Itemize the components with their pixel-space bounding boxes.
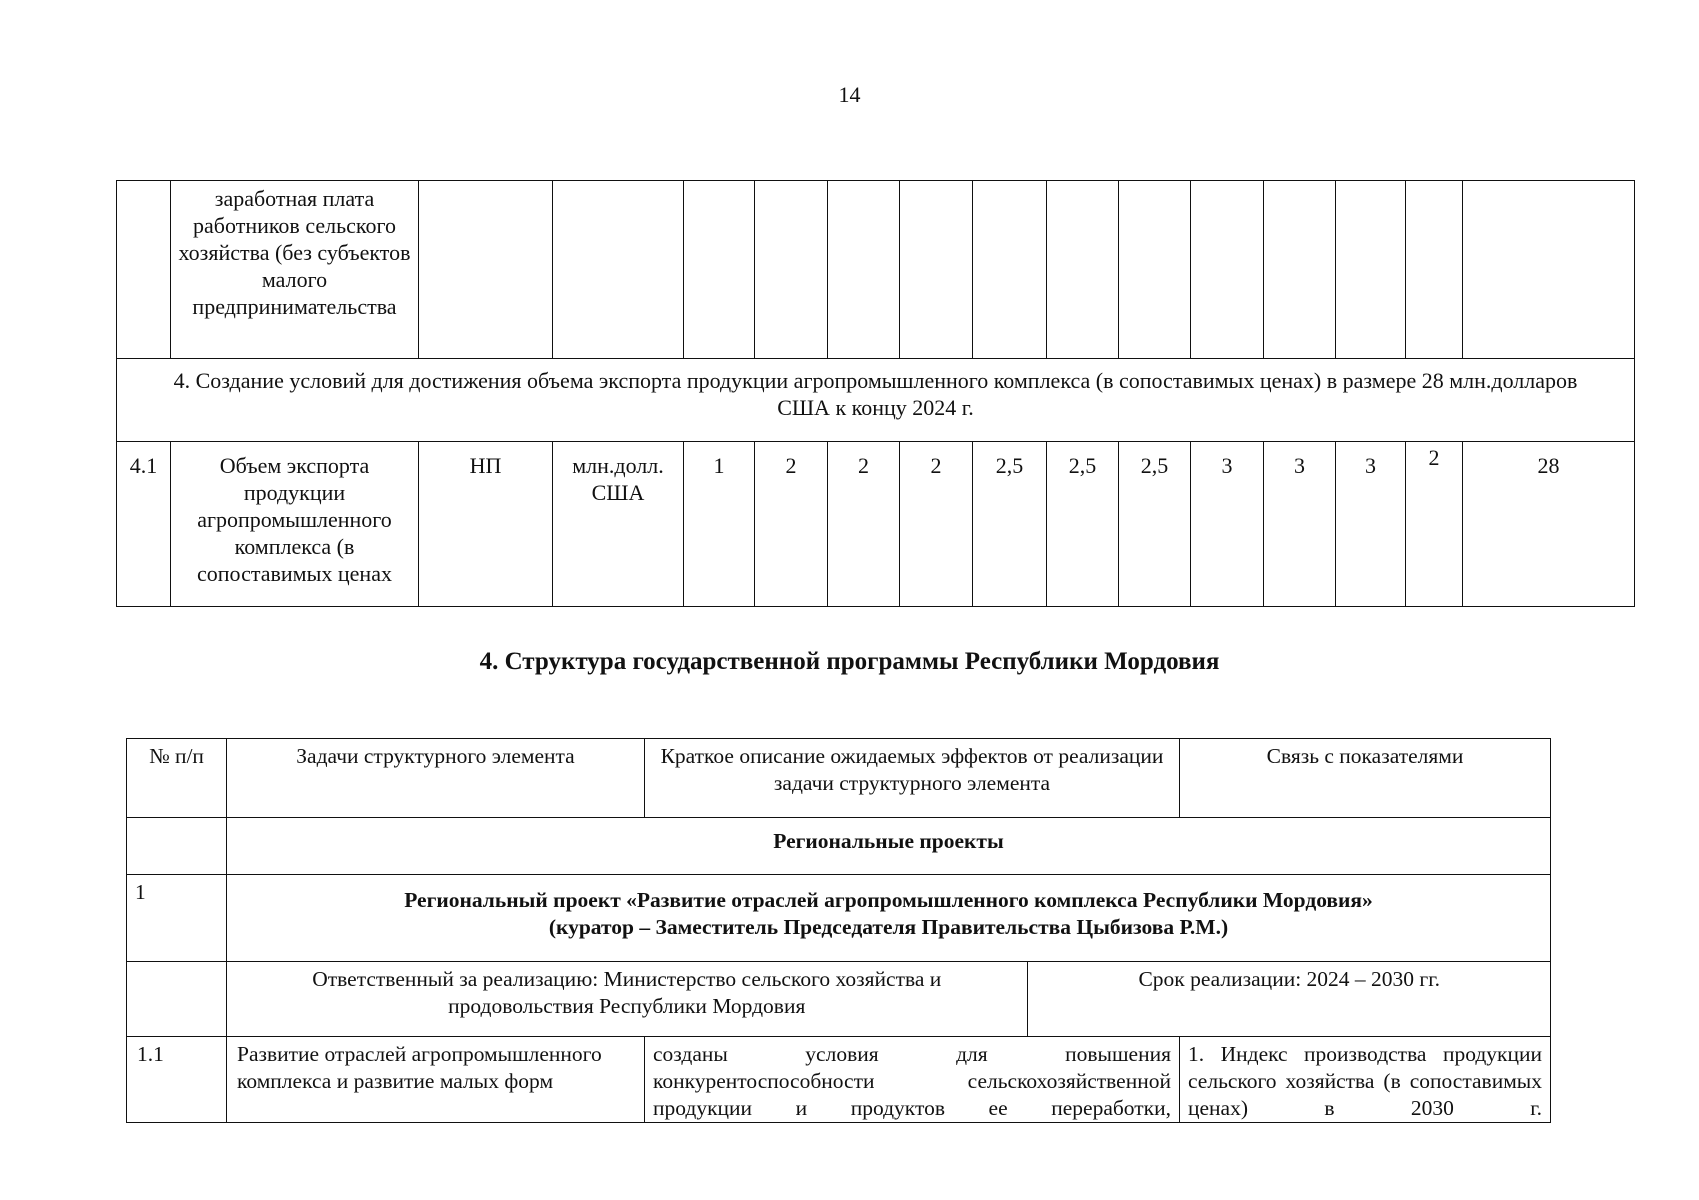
indicator-type: НП <box>419 442 553 607</box>
row-number: 1 <box>127 875 227 962</box>
header-num: № п/п <box>127 739 227 818</box>
link-cell: 1. Индекс производства продукции сельского хозяйства (в сопоставимых ценах) в 2030 г. <box>1180 1037 1551 1123</box>
project-title-line2: (куратор – Заместитель Председателя Правительства Цыбизова Р.М.) <box>548 915 1229 939</box>
task-cell: Развитие отраслей агропромышленного комплекса и развитие малых форм <box>227 1037 645 1123</box>
goal-heading: 4. Создание условий для достижения объема экспорта продукции агропромышленного комплекса (в сопоставимых ценах) в размере 28 млн.долларов США к концу 2024 г. <box>117 359 1635 442</box>
table-row <box>127 1037 1551 1123</box>
project-title <box>227 875 1551 962</box>
section-title: 4. Структура государственной программы Республики Мордовия <box>479 648 1220 675</box>
project-title-line1: Региональный проект «Развитие отраслей агропромышленного комплекса Республики Мордовия» <box>404 888 1373 912</box>
value-cell: 2 <box>900 442 973 607</box>
effect-cell: созданы условия для повышения конкурентоспособности сельскохозяйственной продукции и продуктов ее переработки, <box>645 1037 1180 1123</box>
value-cell: 1 <box>684 442 755 607</box>
value-cell: 3 <box>1264 442 1336 607</box>
value-cell: 2 <box>1406 442 1463 607</box>
header-effects: Краткое описание ожидаемых эффектов от реализации задачи структурного элемента <box>645 739 1180 818</box>
value-cell: 2,5 <box>1119 442 1191 607</box>
indicator-label: заработная плата работников сельского хозяйства (без субъектов малого предпринимательства <box>171 181 419 359</box>
indicator-unit: млн.долл. США <box>553 442 684 607</box>
table-row <box>127 962 1551 1037</box>
table-row <box>117 442 1635 607</box>
value-cell: 3 <box>1336 442 1406 607</box>
value-cell: 2,5 <box>973 442 1047 607</box>
table-header-row <box>127 739 1551 818</box>
table-row <box>127 875 1551 962</box>
value-cell: 2,5 <box>1047 442 1119 607</box>
header-tasks: Задачи структурного элемента <box>227 739 645 818</box>
row-number: 4.1 <box>117 442 171 607</box>
regional-projects-heading: Региональные проекты <box>227 818 1551 875</box>
page-number: 14 <box>838 82 861 107</box>
header-link: Связь с показателями <box>1180 739 1551 818</box>
structure-table <box>126 738 1551 1123</box>
table-row <box>117 359 1635 442</box>
table-row <box>127 818 1551 875</box>
value-cell: 3 <box>1191 442 1264 607</box>
row-number: 1.1 <box>127 1037 227 1123</box>
term-cell: Срок реализации: 2024 – 2030 гг. <box>1138 967 1441 991</box>
indicators-table <box>116 180 1635 607</box>
responsible-cell: Ответственный за реализацию: Министерство сельского хозяйства и продовольствия Республики Мордовия <box>227 962 1027 1036</box>
table-row <box>117 181 1635 359</box>
total-cell: 28 <box>1463 442 1635 607</box>
value-cell: 2 <box>828 442 900 607</box>
indicator-label: Объем экспорта продукции агропромышленного комплекса (в сопоставимых ценах <box>171 442 419 607</box>
value-cell: 2 <box>755 442 828 607</box>
